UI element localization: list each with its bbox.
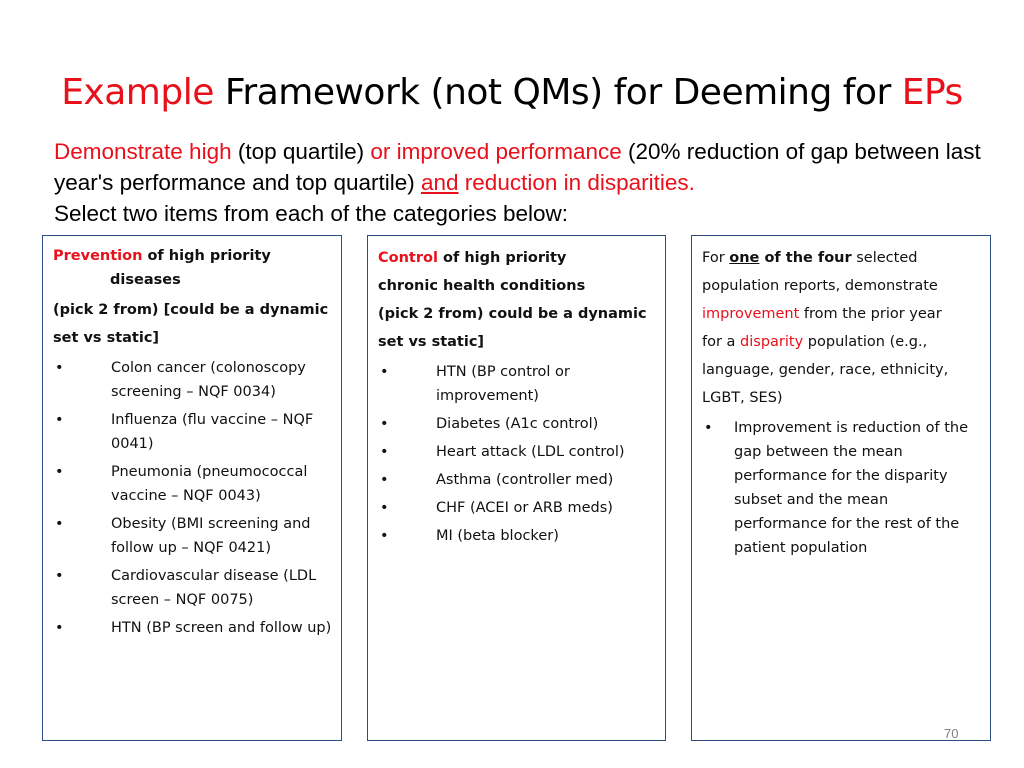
disparity-of-four: of the four	[759, 250, 852, 266]
list-item: • Asthma (controller med)	[378, 468, 659, 492]
intro-gap-reduction: (20% reduction of gap between last year's performance and top quartile)	[54, 139, 981, 195]
slide-title	[0, 72, 1024, 113]
list-item: • Improvement is reduction of the gap between the mean performance for the disparity subset and the mean performance for the rest of the patient population	[702, 416, 984, 560]
prevention-box	[42, 235, 342, 741]
bullet: •	[380, 364, 389, 380]
list-item: • Colon cancer (colonoscopy screening – NQF 0034)	[53, 356, 335, 404]
list-item: • MI (beta blocker)	[378, 524, 659, 548]
prevention-heading	[53, 244, 335, 292]
bullet: •	[55, 360, 64, 376]
intro-top-quartile: (top quartile)	[231, 139, 371, 164]
prevention-heading-rest: of high priority diseases	[110, 248, 271, 288]
control-pick-line: (pick 2 from) could be a dynamic	[378, 306, 647, 322]
control-heading-rest: of high priority	[437, 250, 567, 266]
prevention-list	[53, 356, 335, 640]
intro-demonstrate-high: Demonstrate high	[54, 139, 232, 164]
prevention-heading-red: Prevention	[53, 248, 143, 264]
control-conditions-line: chronic health conditions	[378, 278, 586, 294]
slide-number: 70	[944, 726, 959, 741]
list-item: • Influenza (flu vaccine – NQF 0041)	[53, 408, 335, 456]
bullet: •	[55, 464, 64, 480]
control-list	[378, 360, 659, 548]
disparity-line-6: LGBT, SES)	[702, 390, 783, 406]
disparity-line-5: language, gender, race, ethnicity,	[702, 362, 949, 378]
disparity-word: disparity	[740, 334, 804, 350]
disparity-improvement: improvement	[702, 306, 800, 322]
bullet: •	[704, 420, 713, 436]
bullet: •	[380, 500, 389, 516]
bullet: •	[55, 516, 64, 532]
bullet: •	[55, 412, 64, 428]
bullet: •	[55, 620, 64, 636]
list-item: • Heart attack (LDL control)	[378, 440, 659, 464]
intro-reduction-disparities: reduction in disparities.	[458, 170, 695, 195]
disparity-list	[702, 416, 984, 560]
disparity-box	[691, 235, 991, 741]
intro-improved-performance: or improved performance	[370, 139, 622, 164]
title-main: Framework (not QMs) for Deeming for	[213, 72, 902, 113]
list-item: • Obesity (BMI screening and follow up – NQF 0421)	[53, 512, 335, 560]
list-item: • Diabetes (A1c control)	[378, 412, 659, 436]
disparity-line-4: for a disparity population (e.g.,	[702, 334, 928, 350]
control-heading-red: Control	[378, 250, 438, 266]
list-item: • Cardiovascular disease (LDL screen – NQF 0075)	[53, 564, 335, 612]
disparity-one: one	[729, 250, 760, 266]
list-item: • CHF (ACEI or ARB meds)	[378, 496, 659, 520]
prevention-pick-line: (pick 2 from) [could be a dynamic	[53, 302, 329, 318]
list-item: • HTN (BP screen and follow up)	[53, 616, 335, 640]
disparity-line-1: For one of the four selected	[702, 250, 918, 266]
list-item: • HTN (BP control or improvement)	[378, 360, 659, 408]
disparity-line-2: population reports, demonstrate	[702, 278, 938, 294]
bullet: •	[380, 416, 389, 432]
disparity-line-3: improvement from the prior year	[702, 306, 942, 322]
intro-text	[54, 136, 994, 229]
bullet: •	[380, 472, 389, 488]
intro-and: and	[421, 170, 459, 195]
control-static-line: set vs static]	[378, 334, 485, 350]
control-box	[367, 235, 666, 741]
bullet: •	[380, 528, 389, 544]
title-eps: EPs	[901, 72, 963, 113]
bullet: •	[380, 444, 389, 460]
title-example: Example	[61, 72, 214, 113]
control-heading	[378, 244, 659, 272]
prevention-static-line: set vs static]	[53, 330, 160, 346]
bullet: •	[55, 568, 64, 584]
list-item: • Pneumonia (pneumococcal vaccine – NQF 0043)	[53, 460, 335, 508]
intro-instruction: Select two items from each of the categories below:	[54, 201, 568, 226]
